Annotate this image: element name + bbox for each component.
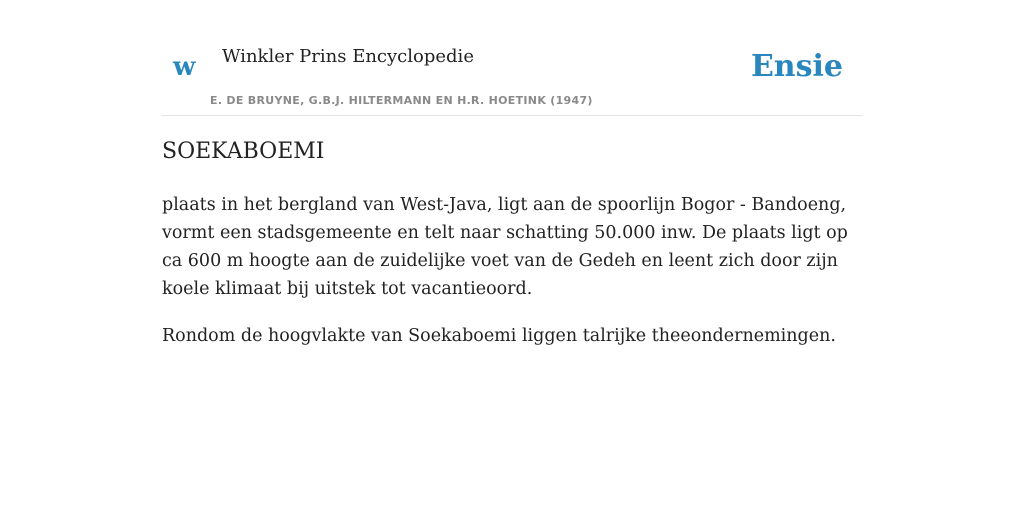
encyclopedia-header	[162, 40, 862, 116]
book-title[interactable]: Winkler Prins Encyclopedie	[222, 46, 474, 67]
winkler-prins-logo[interactable]: w	[173, 52, 196, 82]
article-title: SOEKABOEMI	[162, 139, 325, 164]
article-body	[162, 191, 862, 350]
article	[162, 138, 862, 350]
ensie-logo-link[interactable]: Ensie	[750, 49, 843, 84]
book-authors: E. DE BRUYNE, G.B.J. HILTERMANN EN H.R. HOETINK (1947)	[210, 94, 593, 107]
article-paragraph: plaats in het bergland van West-Java, ligt aan de spoorlijn Bogor - Bandoeng, vormt een stadsgemeente en telt naar schatting 50.000 inw. De plaats ligt op ca 600 m hoogte aan de zuidelijke voet van de Gedeh en leent zich door zijn koele klimaat bij uitstek tot vacantieoord.	[162, 194, 848, 299]
article-paragraph: Rondom de hoogvlakte van Soekaboemi liggen talrijke theeondernemingen.	[162, 325, 836, 346]
